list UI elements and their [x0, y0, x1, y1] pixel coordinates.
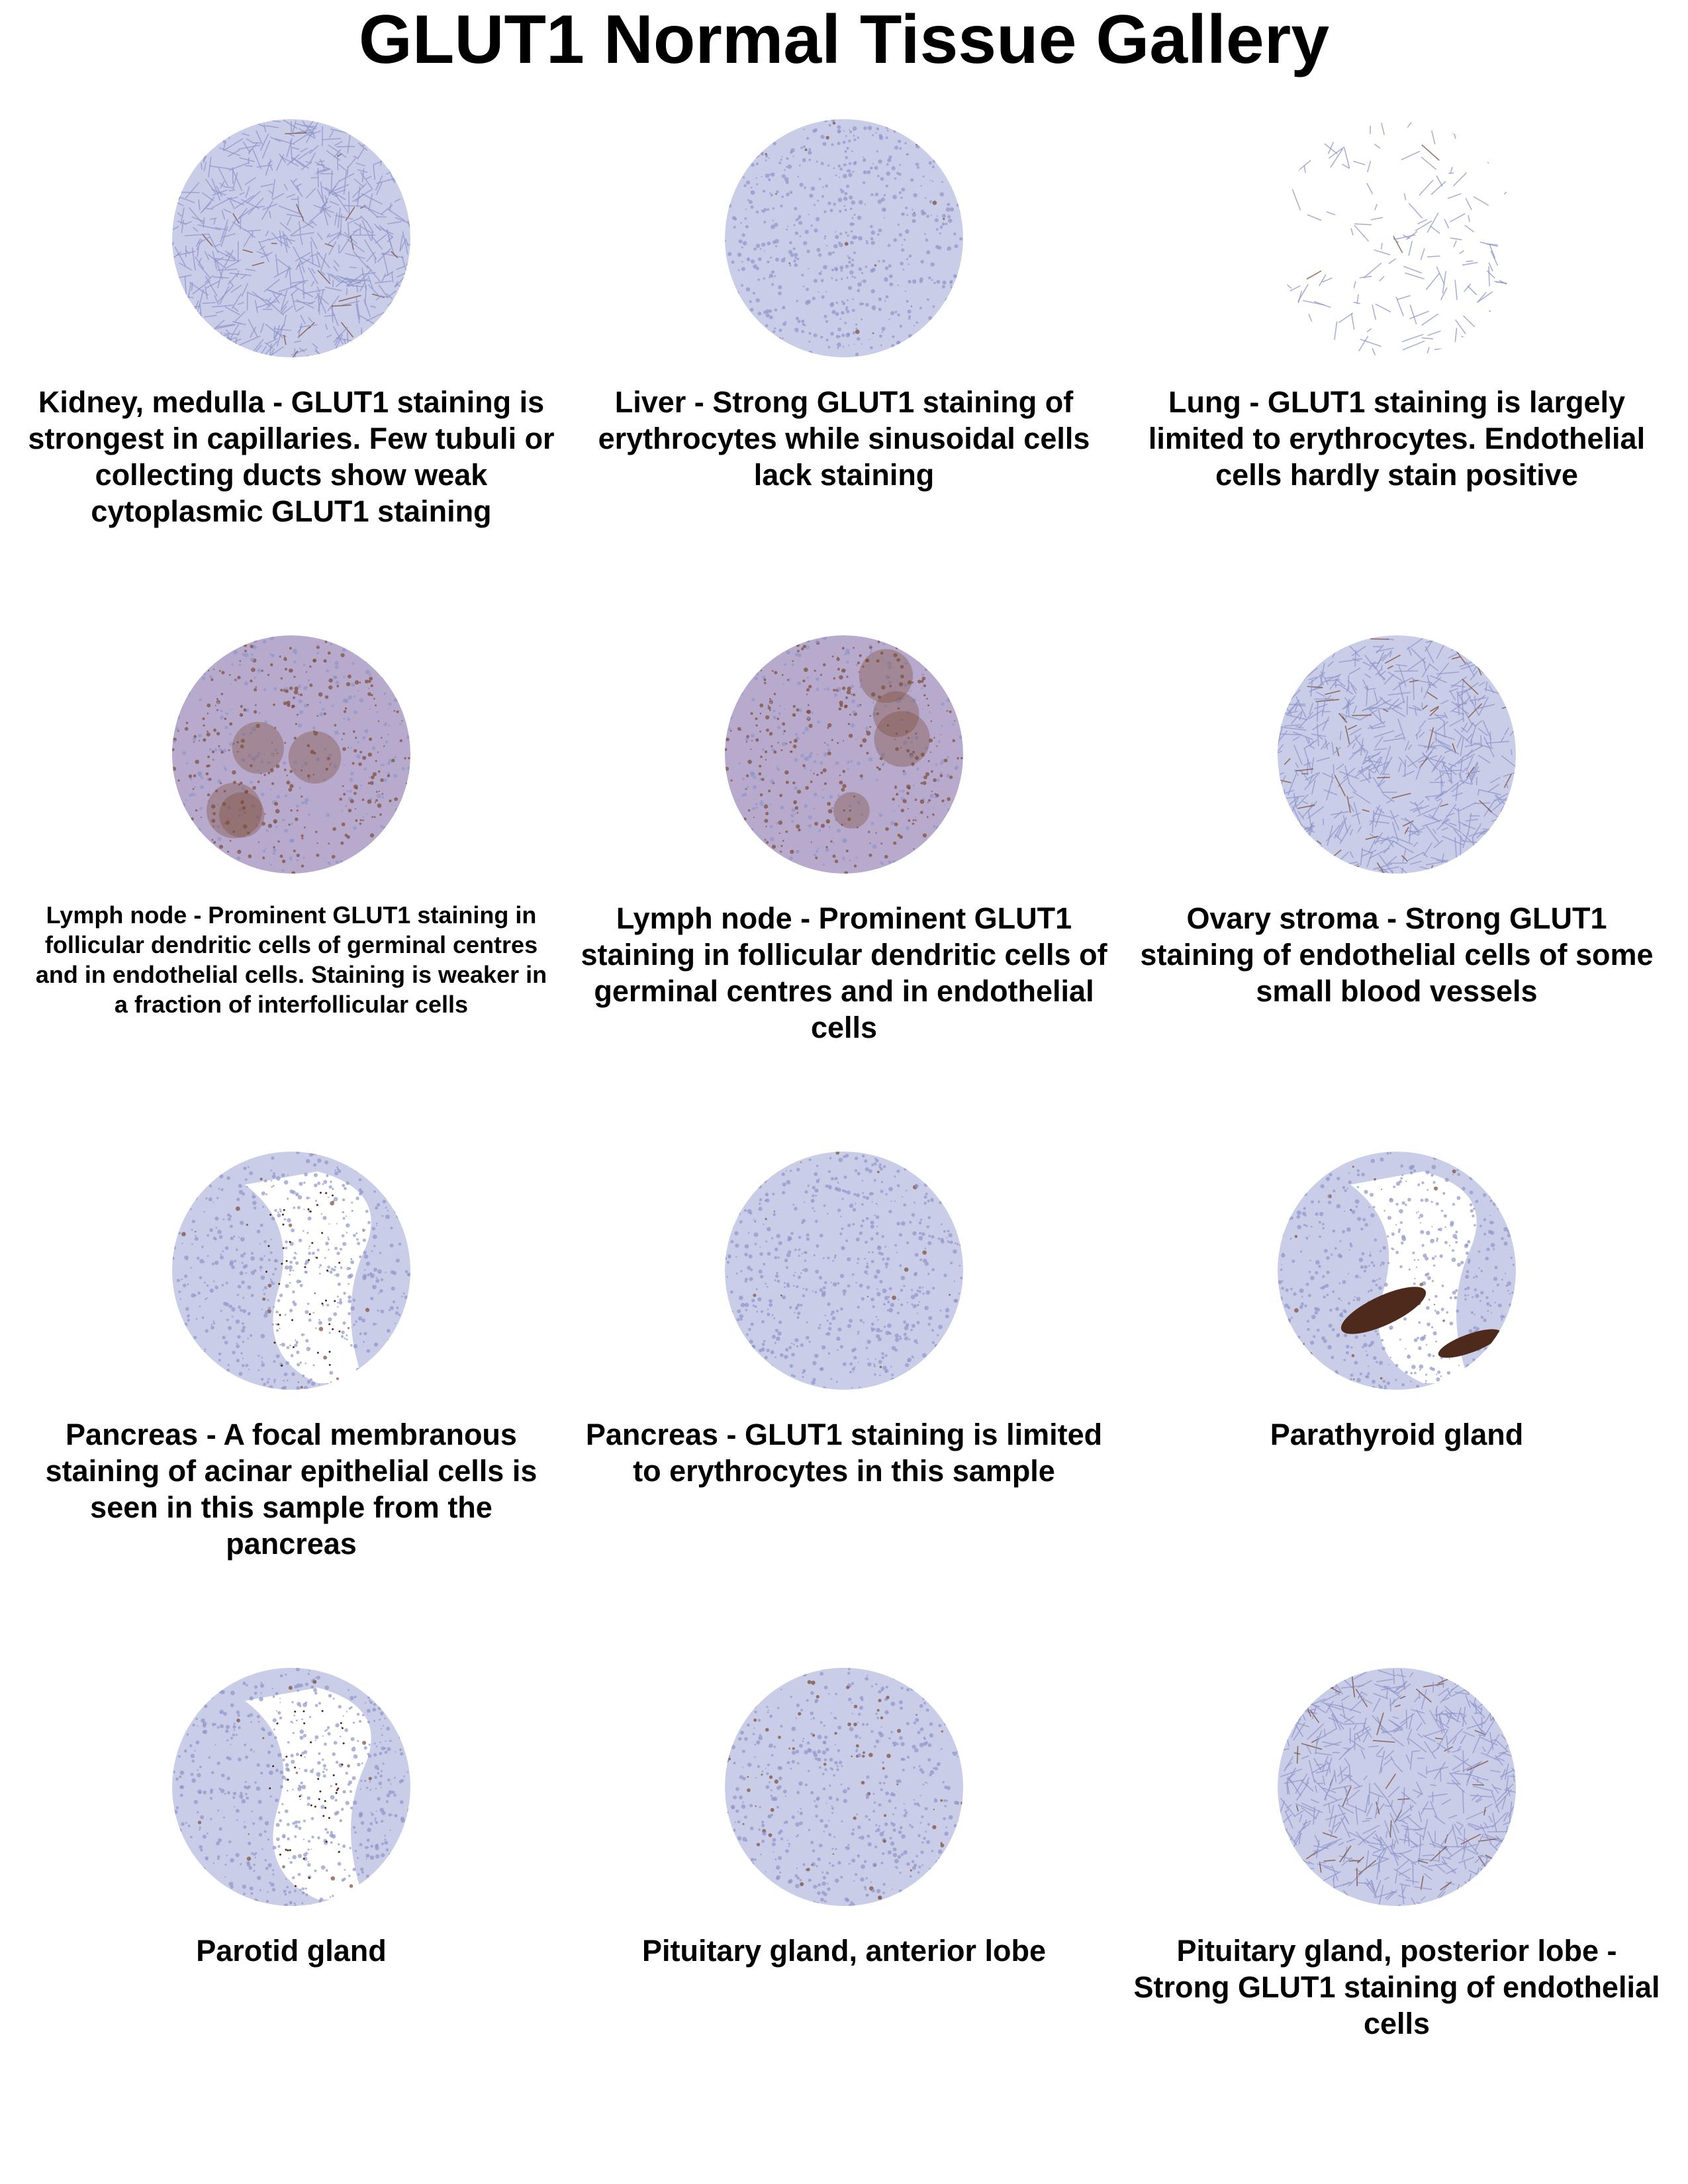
tissue-image-pituitary-anterior: [718, 1661, 970, 1913]
tissue-core-graphic: [718, 1661, 970, 1913]
tissue-core-graphic: [165, 1145, 417, 1396]
tissue-image-ovary-stroma: [1271, 629, 1523, 880]
caption-pituitary-posterior: Pituitary gland, posterior lobe - Strong GLUT1 staining of endothelial cells: [1133, 1934, 1660, 2040]
tissue-core-graphic: [1271, 1145, 1523, 1396]
page-title: GLUT1 Normal Tissue Gallery: [358, 1, 1330, 78]
tissue-core-graphic: [165, 1661, 417, 1913]
tissue-core: [1271, 635, 1523, 880]
caption-pancreas-2: Pancreas - GLUT1 staining is limited to erythrocytes in this sample: [585, 1418, 1103, 1488]
caption-pancreas-1: Pancreas - A focal membranous staining of acinar epithelial cells is seen in this sample from the pancreas: [45, 1418, 538, 1561]
tissue-core: [1271, 119, 1523, 364]
caption-lung: Lung - GLUT1 staining is largely limited to erythrocytes. Endothelial cells hardly stain positive: [1148, 385, 1646, 492]
tissue-core: [171, 635, 412, 875]
tissue-core: [1276, 1150, 1517, 1392]
tissue-image-pancreas-1: [165, 1145, 417, 1396]
caption-lymph-node-2: Lymph node - Prominent GLUT1 staining in follicular dendritic cells of germinal centres and in endothelial cells: [581, 901, 1107, 1044]
caption-kidney-medulla: Kidney, medulla - GLUT1 staining is strongest in capillaries. Few tubuli or collecting ducts show weak cytoplasmic GLUT1 staining: [28, 385, 555, 528]
tissue-core-graphic: [718, 113, 970, 364]
tissue-image-lung: [1271, 113, 1523, 364]
tissue-core: [724, 634, 963, 875]
tissue-image-kidney-medulla: [165, 113, 417, 364]
caption-liver: Liver - Strong GLUT1 staining of erythrocytes while sinusoidal cells lack staining: [598, 385, 1090, 492]
tissue-core-graphic: [1271, 113, 1523, 364]
caption-parotid-gland: Parotid gland: [196, 1934, 387, 1968]
tissue-core: [171, 1666, 412, 1908]
caption-lymph-node-1: Lymph node - Prominent GLUT1 staining in follicular dendritic cells of germinal centres and in endothelial cells. Staining is weaker in a fraction of interfollicular cells: [35, 901, 547, 1018]
tissue-core: [724, 1666, 964, 1907]
caption-pituitary-anterior: Pituitary gland, anterior lobe: [641, 1934, 1047, 1968]
tissue-image-pancreas-2: [718, 1145, 970, 1396]
caption-parathyroid-gland: Parathyroid gland: [1270, 1418, 1524, 1451]
tissue-core-graphic: [165, 629, 417, 880]
tissue-image-lymph-node-2: [718, 629, 970, 880]
tissue-image-parathyroid-gland: [1271, 1145, 1523, 1396]
tissue-core-graphic: [1271, 1661, 1523, 1913]
tissue-image-lymph-node-1: [165, 629, 417, 880]
tissue-image-liver: [718, 113, 970, 364]
tissue-image-parotid-gland: [165, 1661, 417, 1913]
tissue-core: [724, 1150, 964, 1392]
tissue-core-graphic: [1271, 629, 1523, 880]
tissue-core: [165, 119, 417, 364]
tissue-core: [1271, 1668, 1523, 1913]
tissue-core: [724, 117, 965, 358]
tissue-image-pituitary-posterior: [1271, 1661, 1523, 1913]
tissue-core: [171, 1150, 412, 1392]
tissue-core-graphic: [718, 629, 970, 880]
caption-ovary-stroma: Ovary stroma - Strong GLUT1 staining of endothelial cells of some small blood vessels: [1140, 901, 1654, 1008]
tissue-core-graphic: [165, 113, 417, 364]
tissue-core-graphic: [718, 1145, 970, 1396]
